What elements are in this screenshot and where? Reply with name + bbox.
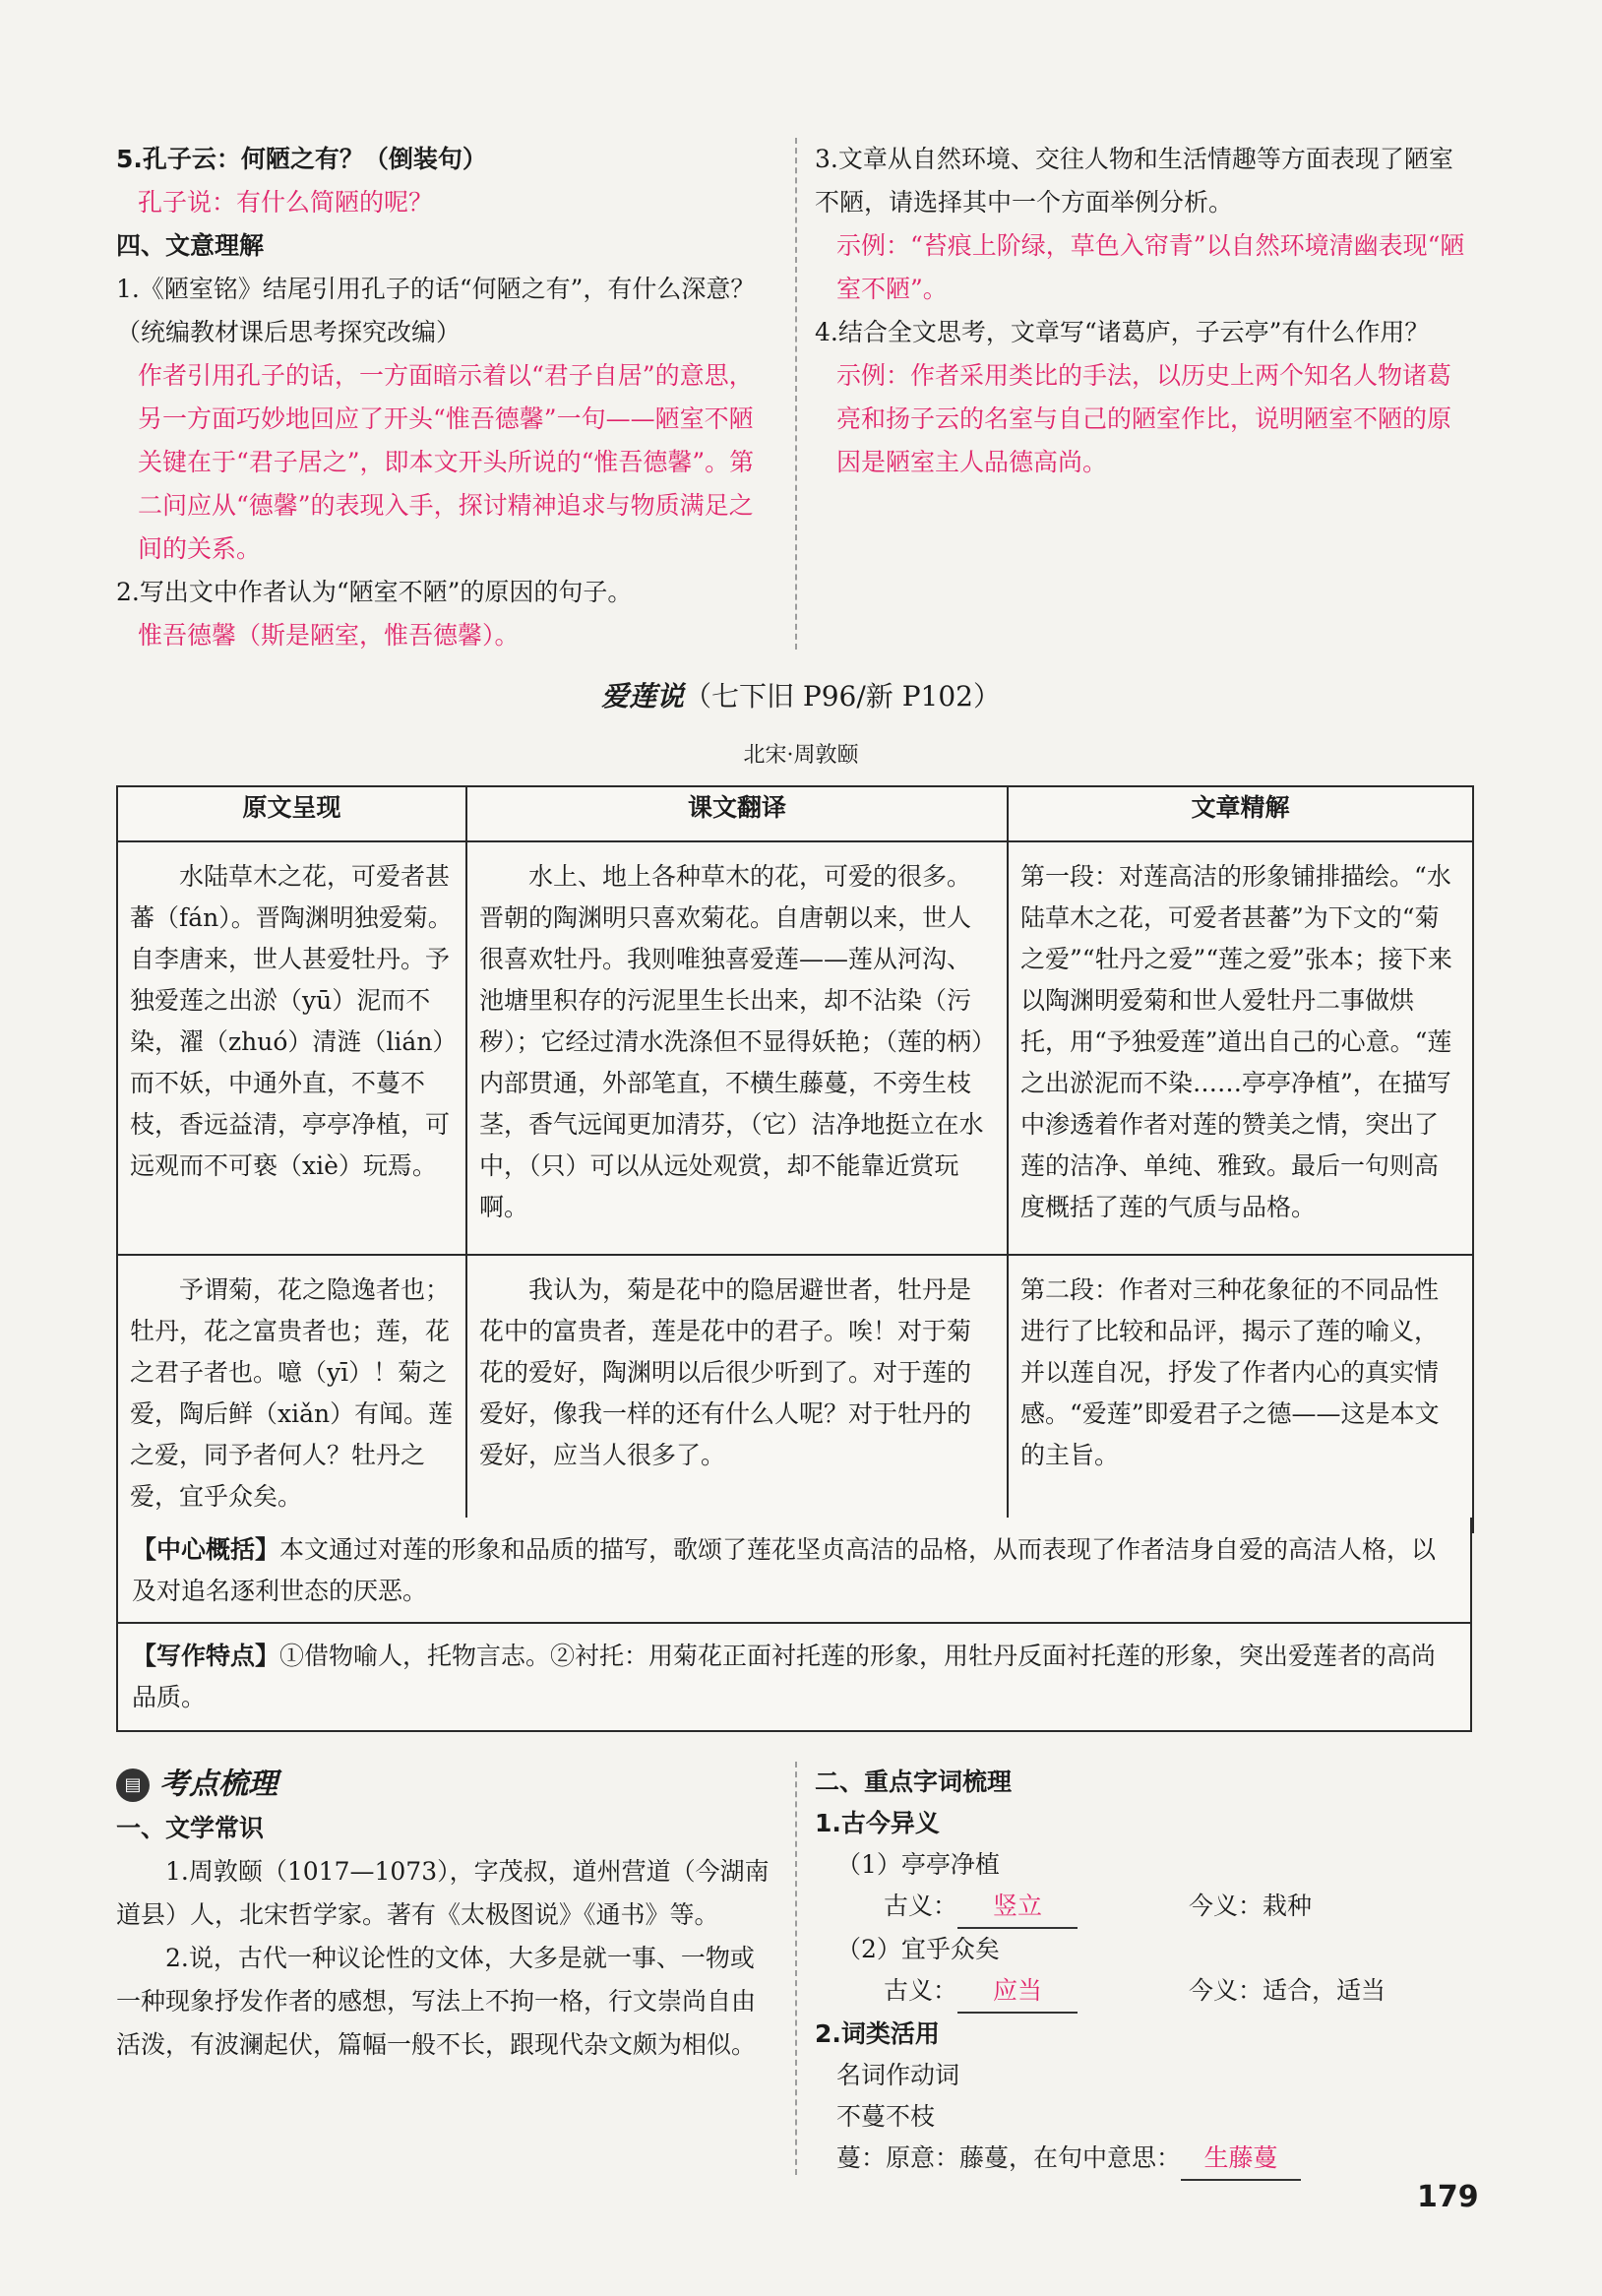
text-table <box>116 785 1474 1533</box>
center-summary-box <box>116 1518 1472 1624</box>
page-number: 179 <box>1417 2180 1479 2214</box>
kaodian-p1: 1.周敦颐（1017—1073），字茂叔，道州营道（今湖南道县）人，北宋哲学家。著有《太极图说》《通书》等。 <box>116 1856 770 1929</box>
section4-heading: 四、文意理解 <box>116 231 265 260</box>
column-divider <box>795 138 797 650</box>
row2-analysis: 第二段：作者对三种花象征的不同品性进行了比较和品评，揭示了莲的喻义，并以莲自况，抒发了作者内心的真实情感。“爱莲”即爱君子之德——这是本文的主旨。 <box>1008 1255 1473 1532</box>
item1-gu-label: 古义： <box>884 1892 958 1920</box>
q2-answer: 惟吾德馨（斯是陋室，惟吾德馨）。 <box>138 621 520 650</box>
book-icon: ▤ <box>116 1769 150 1802</box>
q2-text: 2.写出文中作者认为“陋室不陋”的原因的句子。 <box>116 578 633 606</box>
kaodian-right <box>815 1762 1474 2181</box>
item1-gu-answer: 竖立 <box>957 1886 1078 1929</box>
q4-text: 4.结合全文思考，文章写“诸葛庐，子云亭”有什么作用？ <box>815 318 1430 346</box>
header-analysis: 文章精解 <box>1008 786 1473 841</box>
wordclass-phrase: 不蔓不枝 <box>836 2102 936 2131</box>
item1-jin: 今义：栽种 <box>1189 1892 1313 1920</box>
poem-title-line <box>0 675 1602 714</box>
item1-phrase: （1）亭亭净植 <box>836 1850 1000 1879</box>
item2-gu-label: 古义： <box>884 1976 958 2005</box>
q3-text: 3.文章从自然环境、交往人物和生活情趣等方面表现了陋室不陋，请选择其中一个方面举例分析。 <box>815 145 1453 217</box>
meaning-label: 蔓：原意：藤蔓，在句中意思： <box>836 2143 1182 2172</box>
wordclass-meaning <box>815 2138 1474 2181</box>
item2-jin: 今义：适合，适当 <box>1189 1976 1386 2005</box>
poem-source: （七下旧 P96/新 P102） <box>684 680 1001 713</box>
table-row <box>117 1255 1473 1532</box>
sub1-heading: 1.古今异义 <box>815 1809 940 1837</box>
sub2-heading: 2.词类活用 <box>815 2019 940 2048</box>
q4-answer: 示例：作者采用类比的手法，以历史上两个知名人物诸葛亮和扬子云的名室与自己的陋室作比，说明陋室不陋的原因是陋室主人品德高尚。 <box>836 361 1452 476</box>
item1-meanings <box>815 1886 1474 1929</box>
center-summary-text: 本文通过对莲的形象和品质的描写，歌颂了莲花坚贞高洁的品格，从而表现了作者洁身自爱的高洁人格，以及对追名逐利世态的厌恶。 <box>132 1535 1437 1605</box>
left-top-column <box>116 138 775 657</box>
row2-original: 予谓菊，花之隐逸者也；牡丹，花之富贵者也；莲，花之君子者也。噫（yī）！菊之爱，陶后鲜（xiǎn）有闻。莲之爱，同予者何人？牡丹之爱，宜乎众矣。 <box>117 1255 466 1532</box>
q5-answer: 孔子说：有什么简陋的呢？ <box>138 188 434 217</box>
writing-features-box <box>116 1624 1472 1732</box>
header-translation: 课文翻译 <box>466 786 1008 841</box>
kaodian-left <box>116 1762 775 2067</box>
header-original: 原文呈现 <box>117 786 466 841</box>
item2-meanings <box>815 1970 1474 2014</box>
wordclass-type: 名词作动词 <box>836 2061 960 2089</box>
q3-answer: 示例：“苔痕上阶绿，草色入帘青”以自然环境清幽表现“陋室不陋”。 <box>836 231 1465 303</box>
table-row <box>117 841 1473 1255</box>
kaodian-title: 考点梳理 <box>159 1767 277 1802</box>
row1-analysis: 第一段：对莲高洁的形象铺排描绘。“水陆草木之花，可爱者甚蕃”为下文的“菊之爱”“牡丹之爱”“莲之爱”张本；接下来以陶渊明爱菊和世人爱牡丹二事做烘托，用“予独爱莲”道出自己的心意。“莲之出淤泥而不染……亭亭净植”，在描写中渗透着作者对莲的赞美之情，突出了莲的洁净、单纯、雅致。最后一句则高度概括了莲的气质与品格。 <box>1008 841 1473 1255</box>
poem-author: 北宋·周敦颐 <box>743 743 859 768</box>
kaodian-p2: 2.说，古代一种议论性的文体，大多是就一事、一物或一种现象抒发作者的感想，写法上不拘一格，行文崇尚自由活泼，有波澜起伏，篇幅一般不长，跟现代杂文颇为相似。 <box>116 1943 757 2059</box>
sec1-heading: 一、文学常识 <box>116 1813 265 1842</box>
q5-text: 5.孔子云：何陋之有？（倒装句） <box>116 145 487 173</box>
meaning-answer: 生藤蔓 <box>1181 2138 1301 2181</box>
q1-answer: 作者引用孔子的话，一方面暗示着以“君子自居”的意思，另一方面巧妙地回应了开头“惟吾德馨”一句——陋室不陋关键在于“君子居之”，即本文开头所说的“惟吾德馨”。第二问应从“德馨”的表现入手，探讨精神追求与物质满足之间的关系。 <box>138 361 755 563</box>
poem-title: 爱莲说 <box>600 680 684 713</box>
row2-translation: 我认为，菊是花中的隐居避世者，牡丹是花中的富贵者，莲是花中的君子。唉！对于菊花的爱好，陶渊明以后很少听到了。对于莲的爱好，像我一样的还有什么人呢？对于牡丹的爱好，应当人很多了。 <box>466 1255 1008 1532</box>
item2-gu-answer: 应当 <box>957 1970 1078 2014</box>
writing-features-label: 【写作特点】 <box>132 1642 280 1670</box>
center-summary-label: 【中心概括】 <box>132 1535 280 1564</box>
sec2-heading: 二、重点字词梳理 <box>815 1768 1013 1796</box>
row1-translation: 水上、地上各种草木的花，可爱的很多。晋朝的陶渊明只喜欢菊花。自唐朝以来，世人很喜欢牡丹。我则唯独喜爱莲——莲从河沟、池塘里积存的污泥里生长出来，却不沾染（污秽）；它经过清水洗涤但不显得妖艳；（莲的柄）内部贯通，外部笔直，不横生藤蔓，不旁生枝茎，香气远闻更加清芬，（它）洁净地挺立在水中，（只）可以从远处观赏，却不能靠近赏玩啊。 <box>466 841 1008 1255</box>
item2-phrase: （2）宜乎众矣 <box>836 1935 1000 1963</box>
table-header-row <box>117 786 1473 841</box>
column-divider-bottom <box>795 1762 797 2175</box>
row1-original: 水陆草木之花，可爱者甚蕃（fán）。晋陶渊明独爱菊。自李唐来，世人甚爱牡丹。予独爱莲之出淤（yū）泥而不染，濯（zhuó）清涟（lián）而不妖，中通外直，不蔓不枝，香远益清，亭亭净植，可远观而不可亵（xiè）玩焉。 <box>117 841 466 1255</box>
q1-text: 1.《陋室铭》结尾引用孔子的话“何陋之有”，有什么深意？（统编教材课后思考探究改编） <box>116 275 756 346</box>
writing-features-text: ①借物喻人，托物言志。②衬托：用菊花正面衬托莲的形象，用牡丹反面衬托莲的形象，突出爱莲者的高尚品质。 <box>132 1642 1437 1711</box>
right-top-column <box>815 138 1474 484</box>
